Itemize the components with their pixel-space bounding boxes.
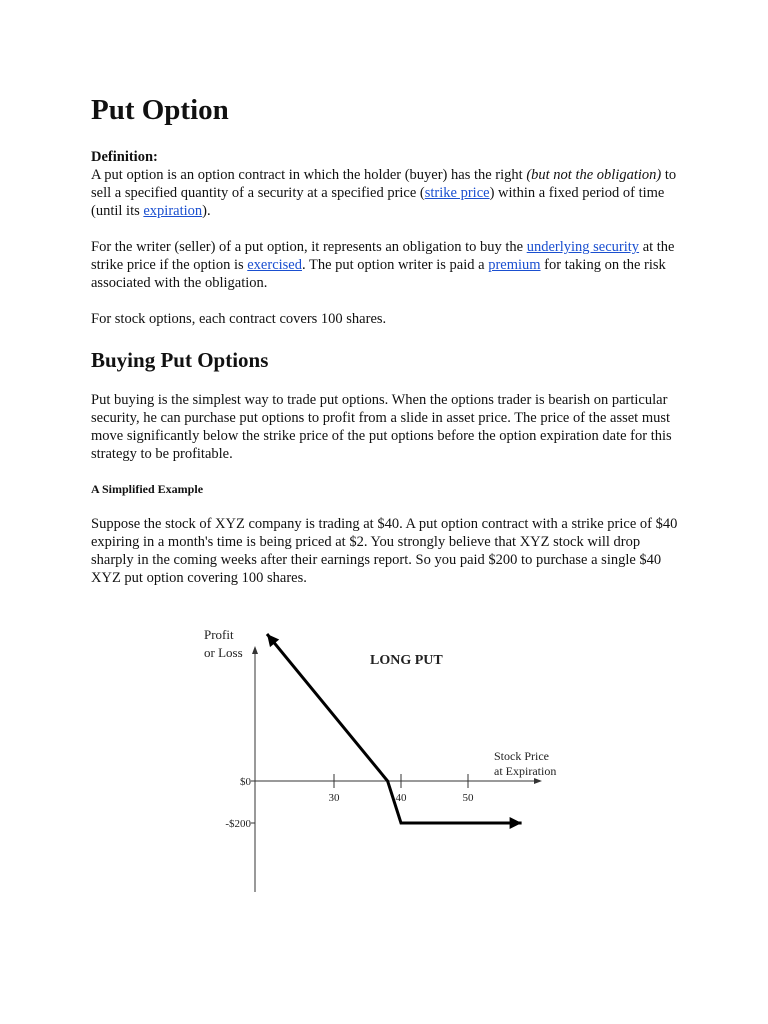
exercised-link[interactable]: exercised (247, 257, 302, 273)
subsection-heading: A Simplified Example (91, 482, 204, 496)
premium-link[interactable]: premium (488, 257, 541, 273)
x-tick-label: 30 (328, 792, 340, 804)
contract-size-paragraph: For stock options, each contract covers 100 shares. (91, 311, 387, 327)
chart-title: LONG PUT (370, 653, 443, 668)
text-segment: . The put option writer is paid a (302, 257, 489, 273)
y-axis-label: Profit (204, 627, 234, 642)
expiration-link[interactable]: expiration (143, 203, 203, 219)
y-axis-arrow (252, 646, 258, 654)
underlying-security-link[interactable]: underlying security (526, 239, 640, 255)
text-segment: for taking on the risk associated with the obligation. (91, 257, 666, 291)
y-axis-label: or Loss (204, 645, 243, 660)
long-put-chart (196, 622, 576, 897)
y-tick-label: -$200 (225, 818, 251, 830)
section-heading: Buying Put Options (91, 348, 269, 372)
x-axis-label: Stock Price (494, 749, 549, 763)
x-tick-label: 50 (462, 792, 474, 804)
x-tick-label: 40 (395, 792, 407, 804)
text-segment: at the strike price if the option is (91, 239, 675, 273)
text-segment: ). (202, 203, 211, 219)
text-segment: A put option is an option contract in which the holder (buyer) has the right (91, 167, 527, 183)
writer-paragraph (91, 238, 681, 292)
strike-price-link[interactable]: strike price (424, 185, 490, 201)
payoff-arrow-right (510, 817, 522, 829)
y-tick-label: $0 (240, 776, 251, 788)
text-segment: to sell a specified quantity of a security at a specified price ( (91, 167, 677, 201)
text-segment: For the writer (seller) of a put option, it represents an obligation to buy the (91, 239, 527, 255)
chart-svg (196, 622, 576, 897)
x-axis-arrow (534, 778, 542, 784)
definition-paragraph (91, 166, 681, 220)
page-title: Put Option (91, 94, 229, 126)
example-paragraph: Suppose the stock of XYZ company is trading at $40. A put option contract with a strike price of $40 expiring in a month's time is being priced at $2. You strongly believe that XYZ stock will drop sharply in the coming weeks after their earnings report. So you paid $200 to purchase a single $40 XYZ put option covering 100 shares. (91, 516, 678, 586)
x-axis-label: at Expiration (494, 764, 557, 778)
article-content (91, 92, 681, 587)
put-buying-paragraph: Put buying is the simplest way to trade put options. When the options trader is bearish on particular security, he can purchase put options to profit from a slide in asset price. The price of the asset must move significantly below the strike price of the put options before the option expiration date for this strategy to be profitable. (91, 392, 672, 462)
text-segment: ) within a fixed period of time (until its (91, 185, 665, 219)
emphasis-text: (but not the obligation) (526, 167, 662, 183)
definition-label: Definition: (91, 149, 158, 165)
